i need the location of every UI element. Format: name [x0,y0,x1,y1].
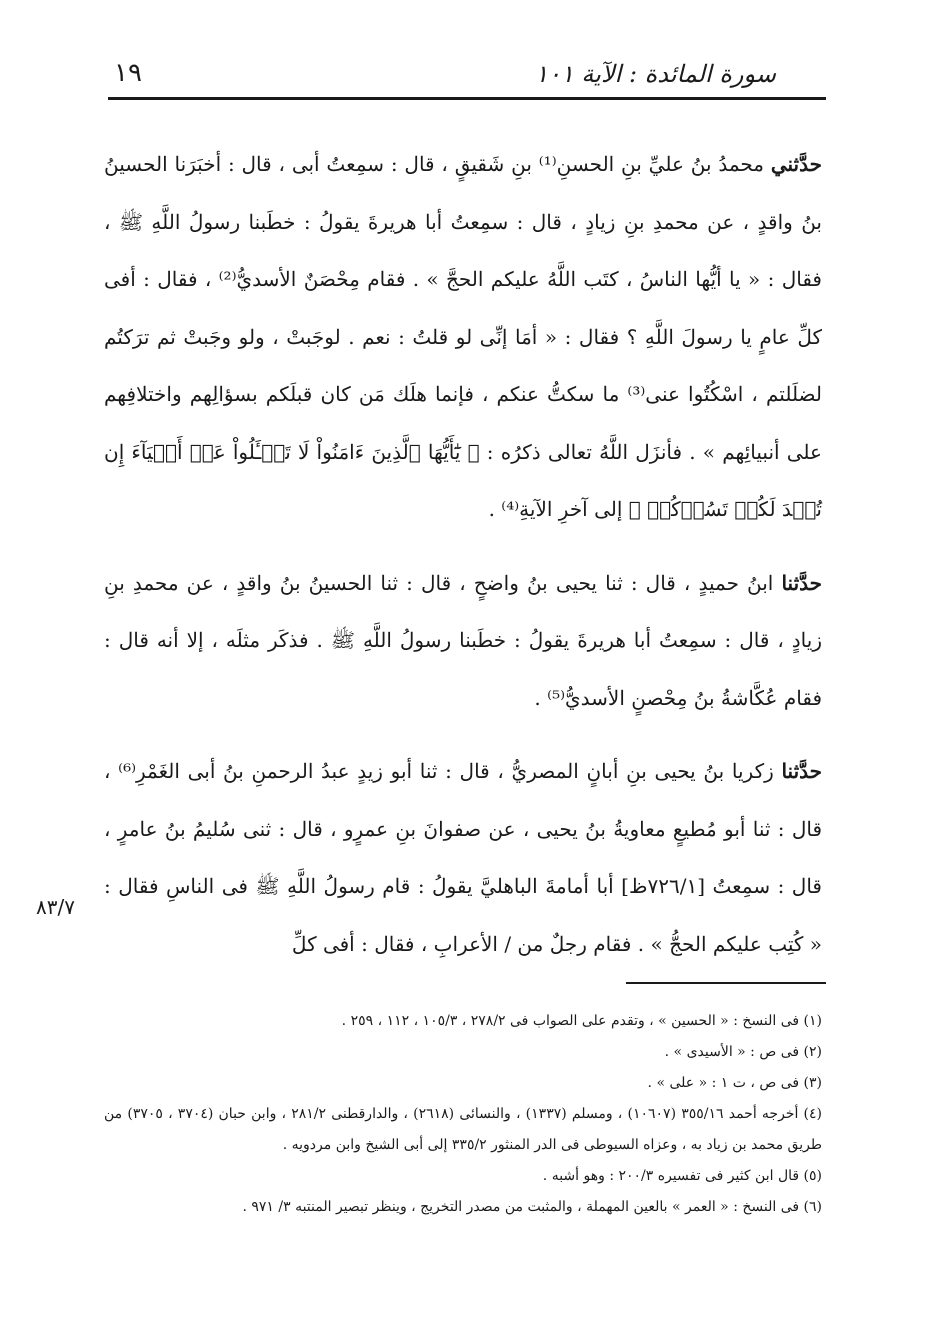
footnote: (٦) فى النسخ : « العمر » بالعين المهملة ، والمثبت من مصدر التخريج ، وينظر تبصير المنتبه ٣/ ٩٧١ . [242,1199,822,1215]
running-header [108,50,826,98]
footnote: (٤) أخرجه أحمد ٣٥٥/١٦ (١٠٦٠٧) ، ومسلم (١٣٣٧) ، والنسائى (٢٦١٨) ، والدارقطنى ٢٨١/٢ ، وابن حبان (٣٧٠٤ ، ٣٧٠٥) من طريق محمد بن زياد به ، وعزاه السيوطى فى الدر المنثور ٣٣٥/٢ إلى أبى الشيخ وابن مردويه . [104,1106,822,1153]
footnote: (٢) فى ص : « الأسيدى » . [664,1044,822,1060]
chain-lead-word: حدَّثنا [781,570,822,595]
chain-lead-word: حدَّثني [770,152,822,176]
margin-reference: ٨٣/٧ [36,895,75,919]
main-text [104,136,822,973]
hadith-paragraph [104,743,822,973]
header-rule [108,97,826,100]
paragraph-text: زكريا بنُ يحيى بنِ أبانٍ المصريُّ ، قال : ثنا أبو زيدٍ عبدُ الرحمنِ بنُ أبى الغَمْرِ⁽⁶⁾ ، قال : ثنا أبو مُطيعٍ معاويةُ بنُ يحيى ، عن صفوانَ بنِ عمرٍو ، قال : ثنى سُليمُ بنُ عامرٍ ، قال : سمِعتُ [٧٢٦/١ظ] أبا أمامةَ الباهليَّ يقولُ : قام رسولُ اللَّهِ ﷺ فى الناسِ فقال : « كُتِب عليكم الحجُّ » . فقام رجلٌ من / الأعرابِ ، فقال : أفى كلِّ [104,759,823,956]
chain-lead-word: حدَّثنا [781,759,823,783]
footnote-rule [626,982,826,984]
footnote: (١) فى النسخ : « الحسين » ، وتقدم على الصواب فى ٢٧٨/٢ ، ١٠٥/٣ ، ١١٢ ، ٢٥٩ . [341,1013,822,1029]
surah-title: سورة المائدة : الآية ١٠١ [535,60,776,88]
paragraph-text: محمدُ بنُ عليِّ بنِ الحسنِ⁽¹⁾ بنِ شَقيقٍ ، قال : سمِعتُ أبى ، قال : أخبَرَنا الحسينُ بنُ واقدٍ ، عن محمدِ بنِ زيادٍ ، قال : سمِعتُ أبا هريرةَ يقولُ : خطَبنا رسولُ اللَّهِ ﷺ ، فقال : « يا أيُّها الناسُ ، كتَب اللَّهُ عليكم الحجَّ » . فقام مِحْصَنٌ الأسديُّ⁽²⁾ ، فقال : أفى كلِّ عامٍ يا رسولَ اللَّهِ ؟ فقال : « أمَا إنِّى لو قلتُ : نعم . لوجَبتْ ، ولو وجَبتْ ثم ترَكتُم لضلَلتم ، اسْكُتُوا عنى⁽³⁾ ما سكتُّ عنكم ، فإنما هلَك مَن كان قبلَكم بسؤالِهم واختلافِهم على أنبيائِهم » . فأنزَل اللَّهُ تعالى ذكرُه : ﴿ يَٰٓأَيُّهَا ٱلَّذِينَ ءَامَنُواْ لَا تَسۡـَٔلُواْ عَنۡ أَشۡيَآءَ إِن تُبۡدَ لَكُمۡ تَسُؤۡكُمۡ ﴾ إلى آخرِ الآيةِ⁽⁴⁾ . [104,152,822,521]
paragraph-text: ابنُ حميدٍ ، قال : ثنا يحيى بنُ واضحٍ ، قال : ثنا الحسينُ بنُ واقدٍ ، عن محمدِ بنِ زيادٍ ، قال : سمِعتُ أبا هريرةَ يقولُ : خطَبنا رسولُ اللَّهِ ﷺ . فذكَر مثلَه ، إلا أنه قال : فقام عُكَّاشةُ بنُ مِحْصنٍ الأسديُّ⁽⁵⁾ . [104,570,822,710]
footnotes [104,1006,822,1223]
hadith-paragraph [104,555,822,728]
footnote: (٥) قال ابن كثير فى تفسيره ٢٠٠/٣ : وهو أشبه . [542,1168,822,1184]
footnote: (٣) فى ص ، ت ١ : « على » . [647,1075,822,1091]
hadith-paragraph [104,136,822,539]
page-number: ١٩ [114,58,142,88]
